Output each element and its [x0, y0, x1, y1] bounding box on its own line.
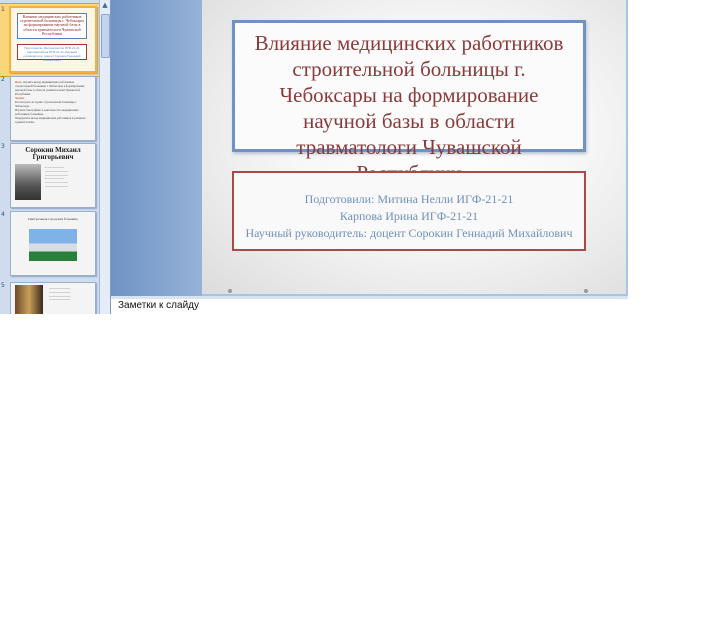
powerpoint-window [0, 0, 628, 314]
subtitle-line[interactable]: Карпова Ирина ИГФ-21-21 [339, 209, 479, 223]
thumbnail-title-text: Влияние медицинских работников строительной больницы г. Чебоксары на формирование научной базы в области травматологи Чувашской Республики [17, 13, 87, 39]
slide-title-placeholder[interactable] [232, 20, 586, 159]
thumbnail-goal-label: Цель: [15, 80, 23, 84]
thumbnail-body-lines: ──────────── ──────────── ──────────── ──────────── [49, 287, 71, 302]
scrollbar-thumb[interactable] [101, 14, 110, 58]
slide-title[interactable]: Влияние медицинских работников строительной больницы г. Чебоксары на формирование научной базы в области травматологи Чувашской [254, 31, 564, 159]
thumbnail-number: 4 [1, 211, 5, 218]
thumbnail-task: Изучить биографию и деятельность медицинских работников больницы. [15, 108, 79, 117]
scroll-up-arrow-icon[interactable]: ▲ [102, 1, 108, 9]
thumbnail-task: Рассмотреть историю строительной больницы г. Чебоксары. [15, 100, 77, 109]
slide-thumbnails-pane[interactable] [0, 0, 111, 314]
slide-corner-dot [584, 289, 588, 293]
thumbnail-number: 3 [1, 143, 5, 150]
thumbnail-image[interactable] [10, 76, 96, 141]
thumbnail-body-lines: ▪ ────────── ───────────── ───────────── ▪ ────────── ───────────── ───────────── [45, 166, 69, 188]
thumbnail-number: 1 [1, 6, 5, 13]
hospital-building-photo [29, 229, 77, 261]
notes-pane[interactable] [111, 299, 628, 314]
thumbnail-number: 2 [1, 76, 5, 83]
thumbnail-image[interactable] [9, 6, 97, 73]
slide-corner-dot [228, 289, 232, 293]
thumbnail-title-text: Сорокин Михаил Григорьевич [25, 146, 81, 161]
subtitle-line[interactable]: Научный руководитель: доцент Сорокин Геннадий Михайлович [245, 226, 573, 240]
thumbnail-image[interactable] [10, 211, 96, 276]
thumbnail-image[interactable] [10, 282, 96, 314]
workspace-background [111, 0, 202, 296]
subtitle-line[interactable]: Подготовили: Митина Нелли ИГФ-21-21 [304, 192, 514, 206]
thumbnail-number: 5 [1, 282, 5, 289]
portrait-photo [15, 164, 41, 200]
thumbnail-title-text: Центральная городская больница [28, 217, 78, 221]
thumbnail-body-text [15, 80, 91, 125]
thumbnail-tasks-label: Задачи: [15, 96, 25, 101]
notes-placeholder[interactable]: Заметки к слайду [118, 300, 199, 311]
slide-subtitle-placeholder[interactable] [232, 171, 586, 251]
thumbnail-image[interactable] [10, 143, 96, 208]
thumbnail-task: Определить вклад медицинских работников в развитие травматологии. [15, 116, 86, 125]
current-slide[interactable] [202, 0, 626, 294]
group-photo [15, 285, 43, 314]
thumbnail-subtitle-text: Подготовили: Митина Нелли ИГФ-21-21 Карпова Ирина ИГФ-21-21 Научный руководитель: доцент Сорокин Геннадий Михайлович [17, 44, 87, 60]
thumbnails-scrollbar[interactable] [99, 0, 110, 314]
slide-editing-area [111, 0, 628, 296]
thumbnail-goal-text: изучить вклад медицинских работников строительной больницы г. Чебоксары в формирование научной базы в области травматологии Чувашской Республики. [15, 80, 85, 97]
